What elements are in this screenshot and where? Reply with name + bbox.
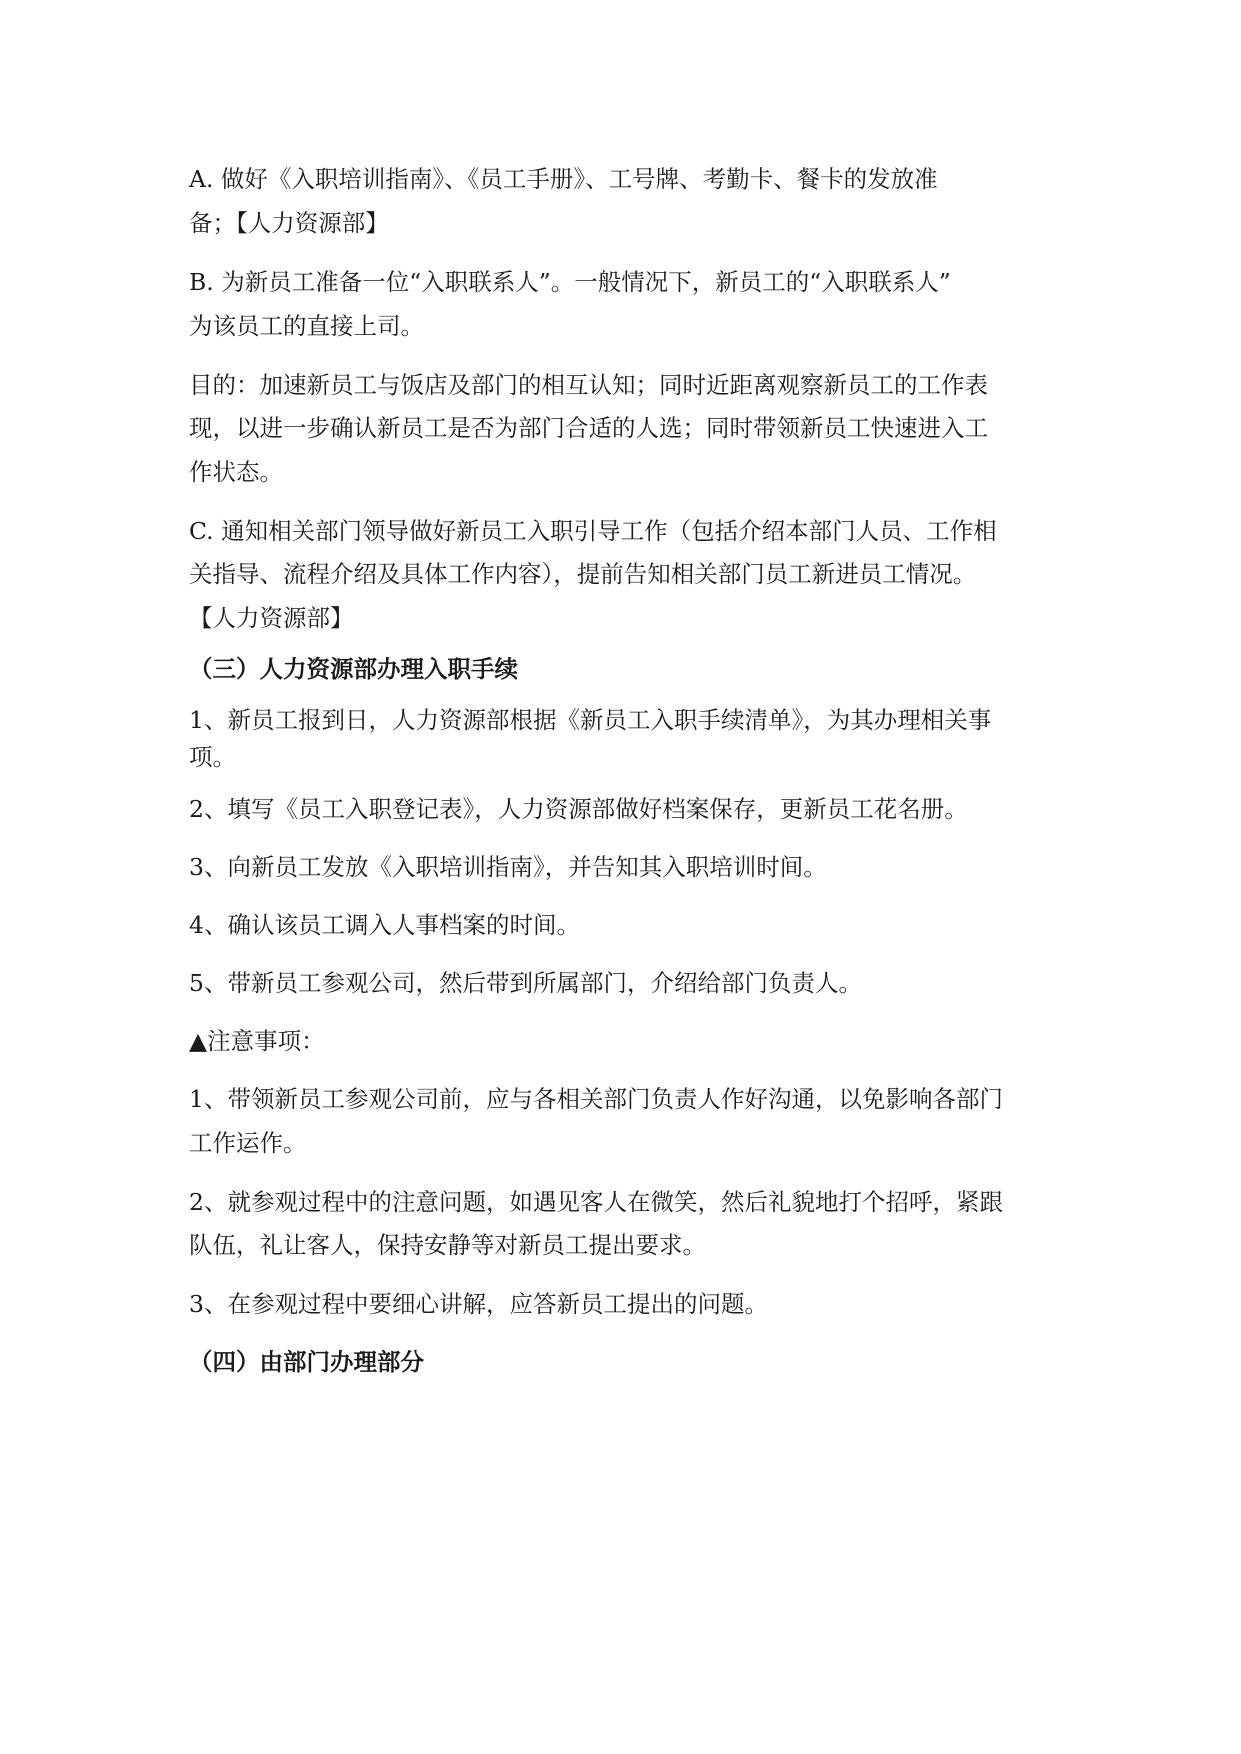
note-1-line-1: 1、带领新员工参观公司前，应与各相关部门负责人作好沟通，以免影响各部门 <box>189 1085 1003 1113</box>
note-1-line-2: 工作运作。 <box>189 1129 307 1157</box>
notes-heading: ▲注意事项： <box>189 1027 325 1055</box>
paragraph-b-line-2: 为该员工的直接上司。 <box>189 312 424 340</box>
paragraph-a-line-1: A. 做好《入职培训指南》、《员工手册》、工号牌、考勤卡、餐卡的发放准 <box>189 165 938 193</box>
step-1-line-1: 1、新员工报到日，人力资源部根据《新员工入职手续清单》，为其办理相关事 <box>189 706 992 734</box>
purpose-line-2: 现，以进一步确认新员工是否为部门合适的人选；同时带领新员工快速进入工 <box>189 414 988 442</box>
section-4-heading: （四）由部门办理部分 <box>189 1348 424 1376</box>
paragraph-c-line-1: C. 通知相关部门领导做好新员工入职引导工作（包括介绍本部门人员、工作相 <box>189 517 997 545</box>
note-2-line-1: 2、就参观过程中的注意问题，如遇见客人在微笑，然后礼貌地打个招呼，紧跟 <box>189 1188 1003 1216</box>
note-2-line-2: 队伍，礼让客人，保持安静等对新员工提出要求。 <box>189 1231 706 1259</box>
step-3: 3、向新员工发放《入职培训指南》，并告知其入职培训时间。 <box>189 853 827 881</box>
step-1-line-2: 项。 <box>189 743 236 771</box>
step-5: 5、带新员工参观公司，然后带到所属部门，介绍给部门负责人。 <box>189 969 862 997</box>
note-3: 3、在参观过程中要细心讲解，应答新员工提出的问题。 <box>189 1290 768 1318</box>
paragraph-c-line-3: 【人力资源部】 <box>189 604 354 632</box>
paragraph-b-line-1: B. 为新员工准备一位“入职联系人”。一般情况下，新员工的“入职联系人” <box>189 268 951 296</box>
section-3-heading: （三）人力资源部办理入职手续 <box>189 655 518 683</box>
step-2: 2、填写《员工入职登记表》，人力资源部做好档案保存，更新员工花名册。 <box>189 795 968 823</box>
step-4: 4、确认该员工调入人事档案的时间。 <box>189 911 580 939</box>
paragraph-c-line-2: 关指导、流程介绍及具体工作内容），提前告知相关部门员工新进员工情况。 <box>189 560 977 588</box>
purpose-line-1: 目的：加速新员工与饭店及部门的相互认知；同时近距离观察新员工的工作表 <box>189 371 988 399</box>
purpose-line-3: 作状态。 <box>189 458 283 486</box>
paragraph-a-line-2: 备；【人力资源部】 <box>189 209 389 237</box>
